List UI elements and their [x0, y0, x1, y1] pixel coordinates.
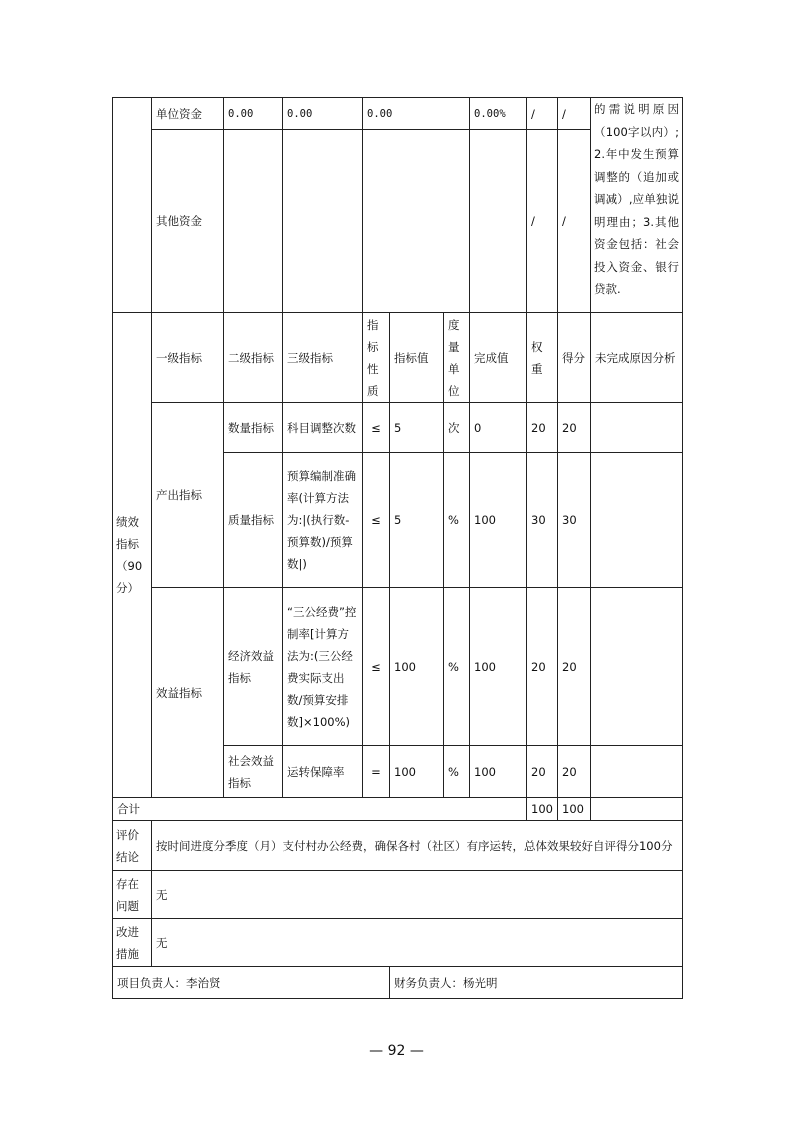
level2-indicator: 经济效益指标 [224, 588, 283, 746]
fund-value [283, 130, 363, 313]
unit: % [444, 746, 470, 798]
reason [591, 588, 683, 746]
indicator-nature: ≤ [363, 403, 390, 453]
level3-indicator: 预算编制准确率(计算方法为:|(执行数-预算数)/预算数|) [283, 453, 363, 588]
issues-label: 存在问题 [113, 871, 152, 919]
issues-row [113, 871, 683, 919]
header-cell: 指标值 [390, 313, 444, 403]
fund-value: 0.00 [283, 98, 363, 130]
signature-row [113, 967, 683, 999]
header-cell: 二级指标 [224, 313, 283, 403]
level3-indicator: 运转保障率 [283, 746, 363, 798]
header-cell: 度量单位 [444, 313, 470, 403]
total-row [113, 798, 683, 821]
score: / [558, 130, 591, 313]
finance-manager: 财务负责人：杨光明 [390, 967, 683, 999]
total-score: 100 [558, 798, 591, 821]
improvements-row [113, 919, 683, 967]
unit: % [444, 453, 470, 588]
level3-indicator: 科目调整次数 [283, 403, 363, 453]
unit-fund-row [113, 98, 683, 130]
level2-indicator: 数量指标 [224, 403, 283, 453]
score: 30 [558, 453, 591, 588]
score: 20 [558, 588, 591, 746]
performance-evaluation-table [112, 97, 683, 999]
execution-rate: 0.00% [470, 98, 527, 130]
header-cell: 一级指标 [152, 313, 224, 403]
unit: % [444, 588, 470, 746]
weight: / [527, 130, 558, 313]
funding-note: 的需说明原因（100字以内）;2.年中发生预算调整的（追加或调减）,应单独说明理由；3.其他资金包括：社会投入资金、银行贷款. [591, 98, 683, 313]
score: 20 [558, 746, 591, 798]
fund-value [224, 130, 283, 313]
fund-value [363, 130, 470, 313]
issues-text: 无 [152, 871, 683, 919]
improvements-text: 无 [152, 919, 683, 967]
actual-value: 100 [470, 588, 527, 746]
blank-cell [591, 798, 683, 821]
level3-indicator: “三公经费”控制率[计算方法为:(三公经费实际支出数/预算安排数]×100%) [283, 588, 363, 746]
header-cell: 三级指标 [283, 313, 363, 403]
weight: 20 [527, 403, 558, 453]
weight: 20 [527, 746, 558, 798]
header-cell: 完成值 [470, 313, 527, 403]
evaluation-label: 评价结论 [113, 821, 152, 871]
actual-value: 100 [470, 746, 527, 798]
evaluation-text: 按时间进度分季度（月）支付村办公经费，确保各村（社区）有序运转，总体效果较好自评得分100分 [152, 821, 683, 871]
score: / [558, 98, 591, 130]
header-cell: 得分 [558, 313, 591, 403]
actual-value: 0 [470, 403, 527, 453]
project-manager: 项目负责人：李治贤 [113, 967, 390, 999]
score: 20 [558, 403, 591, 453]
weight: 30 [527, 453, 558, 588]
header-cell: 指标性质 [363, 313, 390, 403]
level1-indicator: 效益指标 [152, 588, 224, 798]
reason [591, 403, 683, 453]
header-row [113, 313, 683, 403]
improvements-label: 改进措施 [113, 919, 152, 967]
fund-value: 0.00 [363, 98, 470, 130]
fund-label: 其他资金 [152, 130, 224, 313]
level2-indicator: 质量指标 [224, 453, 283, 588]
blank-cell [113, 98, 152, 313]
target-value: 5 [390, 403, 444, 453]
table-row [113, 588, 683, 746]
weight: / [527, 98, 558, 130]
indicator-nature: ≤ [363, 588, 390, 746]
actual-value: 100 [470, 453, 527, 588]
performance-section-label: 绩效指标（90分） [113, 313, 152, 798]
indicator-nature: ≤ [363, 453, 390, 588]
fund-value: 0.00 [224, 98, 283, 130]
target-value: 100 [390, 746, 444, 798]
header-cell: 未完成原因分析 [591, 313, 683, 403]
total-weight: 100 [527, 798, 558, 821]
page-number: — 92 — [369, 1043, 424, 1059]
indicator-nature: = [363, 746, 390, 798]
level1-indicator: 产出指标 [152, 403, 224, 588]
header-cell: 权重 [527, 313, 558, 403]
level2-indicator: 社会效益指标 [224, 746, 283, 798]
reason [591, 746, 683, 798]
total-label: 合计 [113, 798, 527, 821]
evaluation-row [113, 821, 683, 871]
target-value: 100 [390, 588, 444, 746]
unit: 次 [444, 403, 470, 453]
execution-rate [470, 130, 527, 313]
reason [591, 453, 683, 588]
fund-label: 单位资金 [152, 98, 224, 130]
target-value: 5 [390, 453, 444, 588]
weight: 20 [527, 588, 558, 746]
table-row [113, 403, 683, 453]
